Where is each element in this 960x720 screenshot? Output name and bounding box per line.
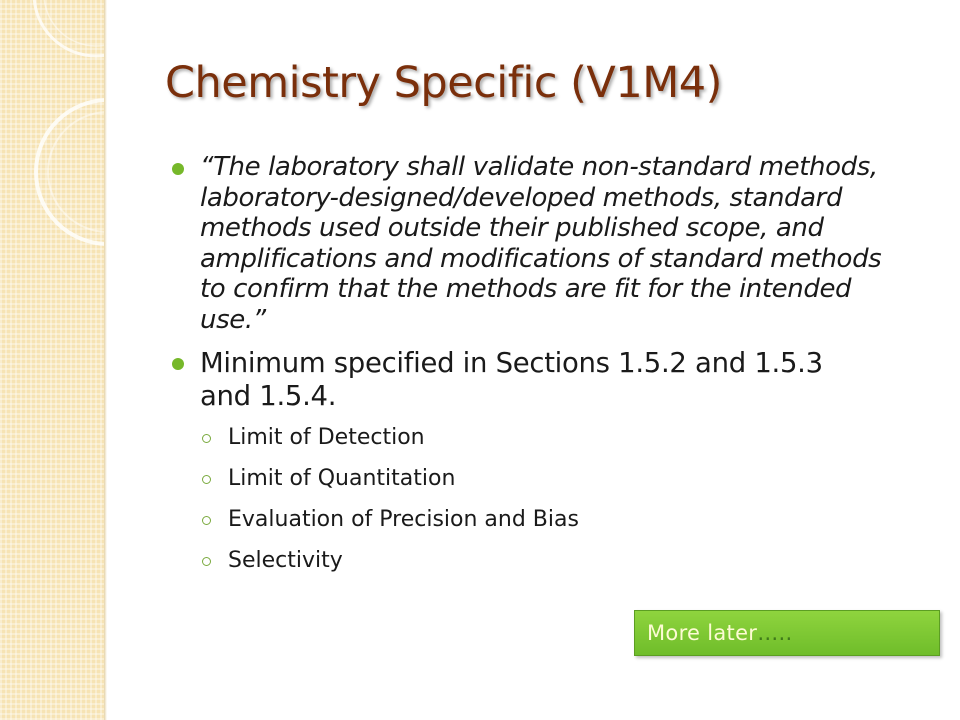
quote-bullet-text: “The laboratory shall validate non-standard methods, laboratory-designed/developed methods, standard methods used outside their published scope, and amplifications and modifications of standard methods to confirm that the methods are fit for the intended use.” — [200, 152, 882, 335]
ring-bullet-icon — [202, 434, 211, 443]
more-later-ellipsis: ….. — [757, 621, 793, 645]
decorative-side-panel — [0, 0, 104, 720]
slide-content — [172, 152, 892, 589]
ring-bullet-icon — [202, 475, 211, 484]
bullet-dot-icon — [172, 358, 184, 370]
quote-bullet — [172, 152, 890, 335]
side-panel-edge — [104, 0, 107, 720]
ring-bullet-icon — [202, 516, 211, 525]
sub-item-label: Limit of Detection — [228, 425, 425, 450]
slide-title: Chemistry Specific (V1M4) — [165, 58, 722, 108]
list-item — [202, 548, 892, 589]
sub-item-label: Selectivity — [228, 548, 343, 573]
minimum-sections-text: Minimum specified in Sections 1.5.2 and 1.5.3 and 1.5.4. — [200, 347, 823, 412]
list-item — [202, 425, 892, 466]
sub-bullet-list — [172, 425, 892, 589]
ring-bullet-icon — [202, 557, 211, 566]
sub-item-label: Limit of Quantitation — [228, 466, 456, 491]
list-item — [202, 507, 892, 548]
list-item — [202, 466, 892, 507]
bullet-dot-icon — [172, 163, 184, 175]
minimum-sections-bullet — [172, 347, 880, 413]
decorative-circles-icon — [0, 0, 104, 720]
more-later-text: More later — [647, 621, 758, 645]
more-later-callout — [634, 610, 940, 656]
sub-item-label: Evaluation of Precision and Bias — [228, 507, 579, 532]
